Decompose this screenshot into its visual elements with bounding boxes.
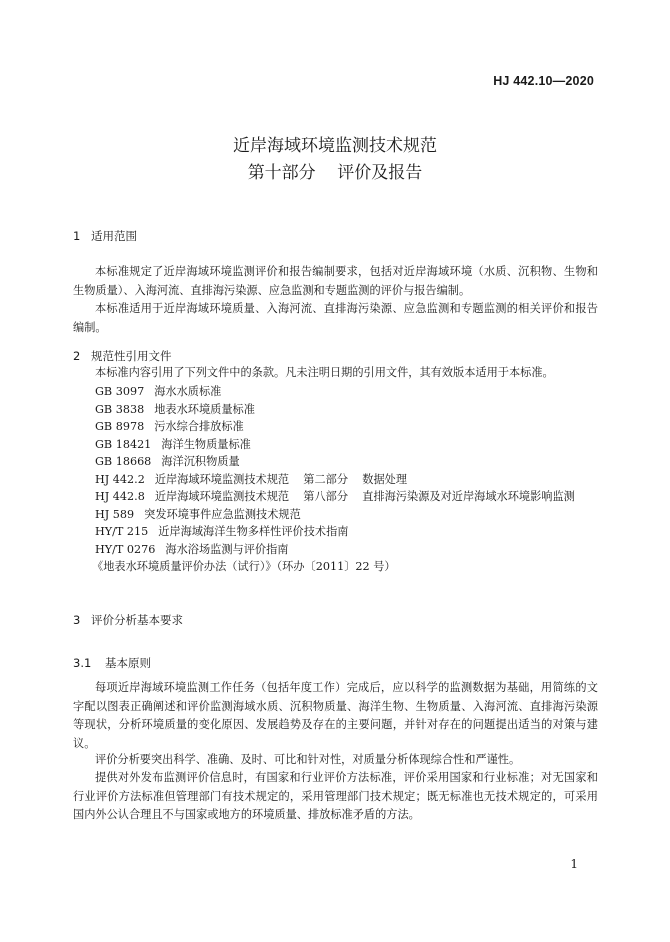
section-3-heading [73, 612, 183, 628]
section-3-1-paragraph: 提供对外发布监测评价信息时，有国家和行业评价方法标准，评价采用国家和行业标准；对无国家和行业评价方法标准但管理部门有技术规定的，采用管理部门技术规定；既无标准也无技术规定的，可采用国内外公认合理且不与国家或地方的环境质量、排放标准矛盾的方法。 [73, 771, 598, 822]
reference-item [95, 488, 575, 506]
reference-code: HJ 442.8 [95, 490, 145, 503]
reference-code: GB 18668 [95, 455, 152, 468]
reference-code: GB 3838 [95, 402, 145, 416]
section-1-paragraph: 本标准规定了近岸海域环境监测评价和报告编制要求，包括对近岸海域环境（水质、沉积物、生物和生物质量）、入海河流、直排海污染源、应急监测和专题监测的评价与报告编制。 [73, 265, 598, 297]
section-2-intro: 本标准内容引用了下列文件中的条款。凡未注明日期的引用文件，其有效版本适用于本标准。 [95, 366, 554, 379]
reference-title: 近岸海域环境监测技术规范 第八部分 直排海污染源及对近岸海域水环境影响监测 [154, 490, 575, 503]
reference-code: HJ 442.2 [95, 472, 145, 486]
reference-code: GB 8978 [95, 420, 145, 433]
reference-title: 海水水质标准 [154, 385, 222, 398]
document-title: 近岸海域环境监测技术规范 [233, 136, 437, 156]
reference-title: 近岸海域环境监测技术规范 第二部分 数据处理 [154, 472, 408, 486]
section-3-1-paragraph: 每项近岸海域环境监测工作任务（包括年度工作）完成后，应以科学的监测数据为基础，用简练的文字配以图表正确阐述和评价监测海域水质、沉积物质量、海洋生物、生物质量、入海河流、直排海污染源等现状，分析环境质量的变化原因、发展趋势及存在的主要问题，并针对存在的问题提出适当的对策与建议。 [73, 681, 598, 750]
document-subtitle: 第十部分 评价及报告 [247, 163, 423, 183]
reference-item [92, 558, 575, 576]
section-title: 适用范围 [91, 229, 137, 243]
title-block [0, 133, 670, 187]
section-3-1-heading [73, 655, 151, 671]
reference-code: GB 3097 [95, 385, 145, 398]
reference-item [95, 401, 575, 419]
reference-code: HY/T 0276 [95, 542, 156, 556]
page-number: 1 [570, 857, 578, 871]
section-1-heading [73, 228, 137, 244]
section-title: 规范性引用文件 [91, 349, 172, 363]
document-code: HJ 442.10—2020 [493, 74, 594, 88]
section-number: 1 [73, 229, 81, 243]
reference-title: 海洋沉积物质量 [161, 455, 240, 468]
section-2-heading [73, 348, 172, 364]
reference-item [95, 453, 575, 471]
section-number: 2 [73, 349, 81, 363]
reference-code: GB 18421 [95, 437, 152, 451]
section-number: 3.1 [73, 656, 92, 670]
reference-item [95, 523, 575, 541]
reference-item [95, 541, 575, 559]
section-3-1-paragraph: 评价分析要突出科学、准确、及时、可比和针对性，对质量分析体现综合性和严谨性。 [95, 753, 521, 766]
reference-title: 污水综合排放标准 [154, 420, 244, 433]
section-1-paragraph: 本标准适用于近岸海域环境质量、入海河流、直排海污染源、应急监测和专题监测的相关评价和报告编制。 [73, 302, 598, 334]
section-title: 基本原则 [105, 656, 151, 670]
reference-title: 突发环境事件应急监测技术规范 [144, 507, 301, 521]
reference-item [95, 383, 575, 401]
reference-title: 海洋生物质量标准 [161, 437, 251, 451]
reference-item [95, 418, 575, 436]
reference-item [95, 436, 575, 454]
reference-item [95, 471, 575, 489]
reference-title: 《地表水环境质量评价办法（试行）》（环办〔2011〕22 号） [92, 560, 396, 573]
reference-list [92, 383, 575, 576]
reference-title: 近岸海域海洋生物多样性评价技术指南 [158, 525, 349, 538]
section-number: 3 [73, 613, 81, 627]
reference-code: HY/T 215 [95, 525, 149, 538]
reference-code: HJ 589 [95, 507, 135, 521]
reference-title: 地表水环境质量标准 [154, 402, 255, 416]
reference-title: 海水浴场监测与评价指南 [165, 542, 289, 556]
section-title: 评价分析基本要求 [91, 613, 183, 627]
reference-item [95, 506, 575, 524]
